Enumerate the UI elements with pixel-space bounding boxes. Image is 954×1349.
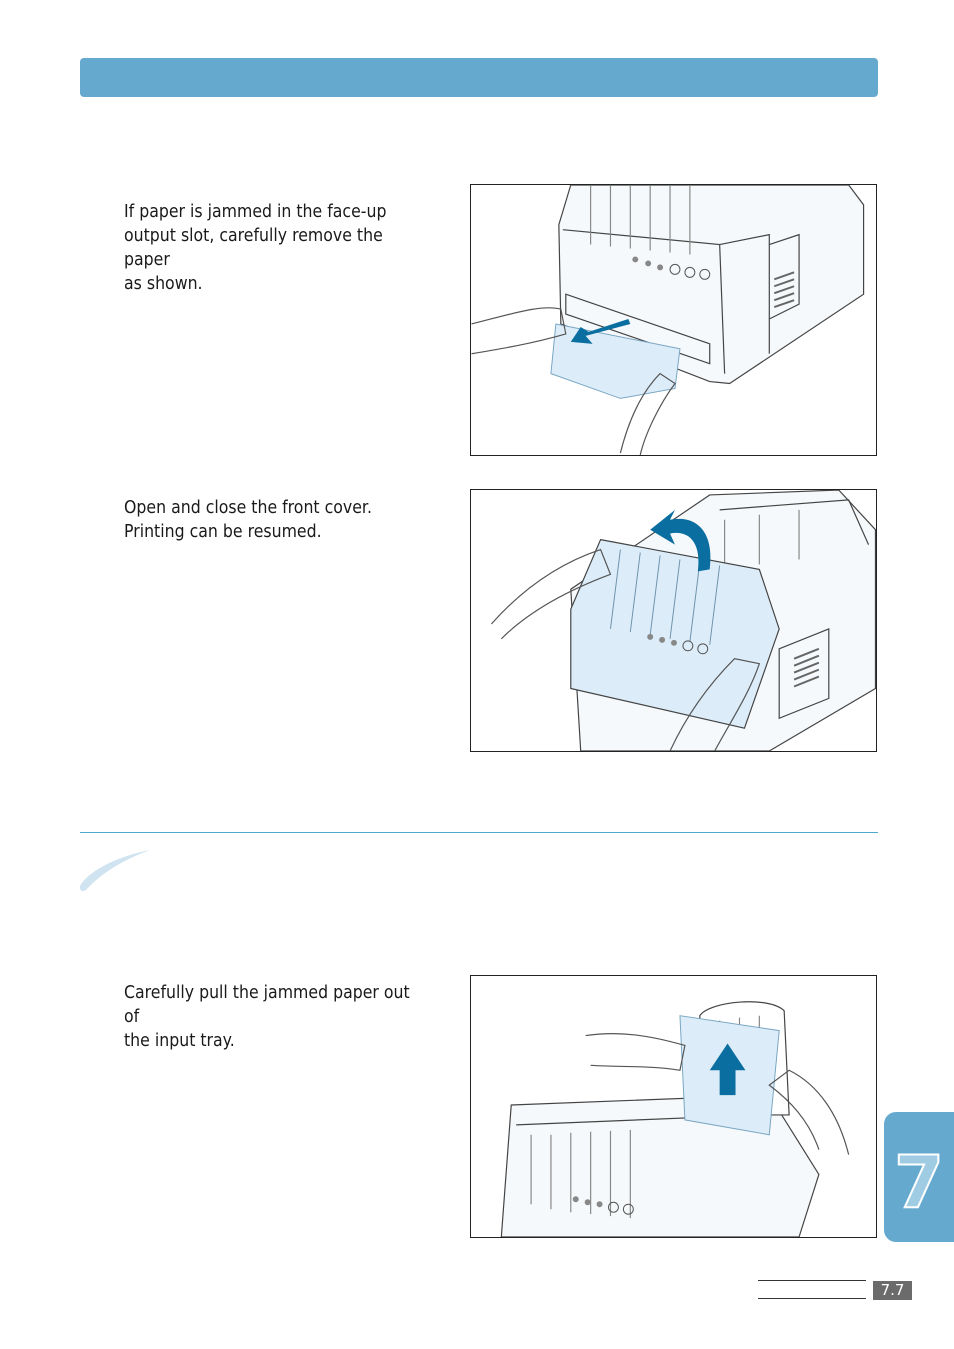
note-swoosh-icon <box>78 846 154 892</box>
input-tray-illustration <box>470 975 877 1238</box>
printer-paper-removal-image <box>471 185 876 455</box>
section-divider <box>80 832 878 833</box>
step-3-text: Carefully pull the jammed paper out of the input tray. <box>124 983 410 1051</box>
chapter-number: 7 <box>893 1140 945 1224</box>
page-number: 7.7 <box>873 1281 912 1300</box>
step-1-text: If paper is jammed in the face-up output slot, carefully remove the paper as shown. <box>124 202 387 294</box>
chapter-tab <box>884 1112 954 1242</box>
section-header-bar <box>80 58 878 97</box>
printer-front-cover-image <box>471 490 876 751</box>
face-up-slot-illustration <box>470 184 877 456</box>
page-number-rules <box>758 1280 866 1300</box>
front-cover-illustration <box>470 489 877 752</box>
printer-input-tray-image <box>471 976 876 1237</box>
step-2-text: Open and close the front cover. Printing can be resumed. <box>124 498 372 542</box>
